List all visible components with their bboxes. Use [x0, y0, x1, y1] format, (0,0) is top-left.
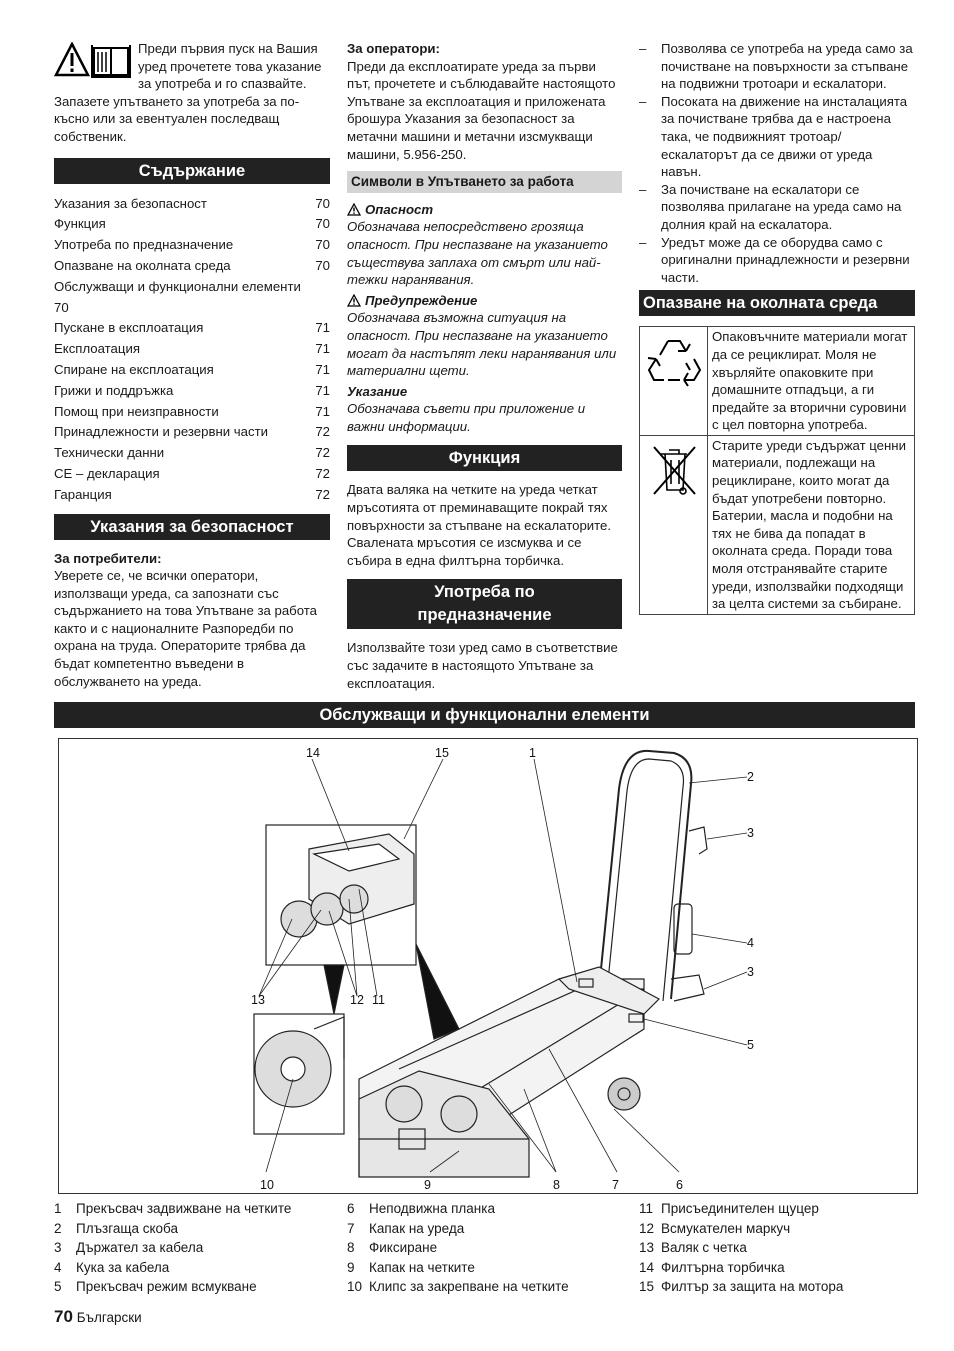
- machine-figure: [58, 738, 918, 1194]
- note-text: Обозначава съвети при приложение и важни информации.: [347, 401, 586, 434]
- toc-item-label: Принадлежности и резервни части: [54, 424, 268, 440]
- toc-item-label: Спиране на експлоатация: [54, 361, 214, 377]
- callout-number: 5: [747, 1038, 754, 1052]
- toc-item-page: 72: [315, 486, 330, 502]
- toc-item-page: 71: [315, 341, 330, 357]
- toc-item-label: Опазване на околната среда: [54, 257, 231, 273]
- intro-text: Преди първия пуск на Вашия уред прочетете това указание за употреба и го спазвайте. Запазете упътването за употреба за по-късно или за евентуален последващ собственик.: [54, 41, 322, 144]
- legend-item: [347, 1238, 569, 1258]
- recycle-icon: [646, 333, 702, 389]
- legend-label: Клипс за закрепване на четките: [369, 1279, 569, 1294]
- safety-heading: Указания за безопасност: [54, 514, 330, 540]
- bullet-dash: –: [639, 181, 647, 197]
- legend-item: [639, 1277, 843, 1297]
- callout-number: 6: [676, 1178, 683, 1192]
- recycle-icon-cell: [640, 327, 708, 436]
- warning-text: Обозначава възможна ситуация на опасност. При неспазване на указанието могат да настъпят леки наранявания или материални щети.: [347, 310, 617, 379]
- legend-item: [54, 1277, 291, 1297]
- legend-label: Плъзгаща скоба: [76, 1220, 178, 1236]
- toc-item-page: 70: [315, 195, 330, 211]
- legend-item: [54, 1199, 291, 1219]
- legend-column-2: [347, 1199, 569, 1297]
- environment-row-weee: [640, 435, 915, 614]
- operators-text: Преди да експлоатирате уреда за първи път, прочетете и съблюдавайте настоящото Упътване за експлоатация и приложената брошура Указания за безопасност за метачни машини и метачни изсмукващи машини, 5.956-250.: [347, 58, 616, 162]
- page-footer: [54, 1307, 142, 1327]
- toc-list: [54, 194, 330, 506]
- toc-item-page: 71: [315, 403, 330, 419]
- column-middle: [347, 40, 622, 692]
- toc-item-page: 72: [315, 465, 330, 481]
- toc-item: [54, 277, 330, 319]
- weee-icon-cell: [640, 435, 708, 614]
- function-text: Двата валяка на четките на уреда четкат мръсотията от преминаващите покрай тях повърхности за стъпване на ескалаторите. Свалената мръсотия се изсмуква и се събира в една филтърна торбичка.: [347, 482, 612, 568]
- legend-label: Филтърна торбичка: [661, 1259, 785, 1275]
- environment-heading: Опазване на околната среда: [639, 290, 915, 316]
- legend-item: [347, 1199, 569, 1219]
- toc-item: [54, 318, 330, 339]
- legend-number: 9: [347, 1259, 355, 1275]
- legend-number: 15: [639, 1279, 655, 1294]
- legend-number: 8: [347, 1240, 355, 1255]
- legend-number: 14: [639, 1259, 655, 1275]
- toc-heading: Съдържание: [54, 158, 330, 184]
- warning-triangle-icon: [347, 294, 361, 307]
- toc-item-page: 70: [315, 216, 330, 232]
- legend-item: [639, 1199, 843, 1219]
- legend-column-1: [54, 1199, 291, 1297]
- legend-number: 13: [639, 1240, 655, 1255]
- bullet-text: Позволява се употреба на уреда само за почистване на повърхности за стъпване на подвижни тротоари и ескалатори.: [661, 41, 913, 92]
- environment-table: [639, 326, 915, 615]
- legend-label: Неподвижна планка: [369, 1201, 495, 1216]
- legend-number: 4: [54, 1259, 62, 1275]
- toc-item-page: 70: [315, 257, 330, 273]
- legend-label: Всмукателен маркуч: [661, 1220, 791, 1236]
- callout-number: 8: [553, 1178, 560, 1192]
- danger-text: Обозначава непосредствено грозяща опасност. При неспазване на указанието съществува заплаха от смърт или най-тежки наранявания.: [347, 219, 608, 288]
- toc-item-label: CE – декларация: [54, 465, 160, 481]
- intended-use-bullet: [639, 40, 915, 93]
- toc-item: [54, 235, 330, 256]
- intended-use-text: Използвайте този уред само в съответствие със задачите в настоящото Упътване за експлоатация.: [347, 640, 618, 691]
- users-heading: За потребители:: [54, 550, 162, 566]
- toc-item-page: 72: [315, 445, 330, 461]
- controls-heading: Обслужващи и функционални елементи: [54, 702, 915, 728]
- toc-item-label: Обслужващи и функционални елементи 70: [54, 278, 301, 315]
- legend-label: Капак на уреда: [369, 1220, 465, 1236]
- machine-illustration: [59, 739, 917, 1193]
- callout-number: 7: [612, 1178, 619, 1192]
- toc-item-label: Помощ при неизправности: [54, 403, 219, 419]
- legend-item: [54, 1258, 291, 1278]
- bullet-dash: –: [639, 93, 647, 109]
- legend-number: 12: [639, 1220, 655, 1236]
- warning-manual-icon: [54, 42, 132, 78]
- toc-item-label: Грижи и поддръжка: [54, 382, 174, 398]
- toc-item-page: 71: [315, 382, 330, 398]
- legend-number: 3: [54, 1240, 62, 1255]
- intended-use-heading-line1: Употреба по: [434, 583, 535, 602]
- legend-label: Прекъсвач режим всмукване: [76, 1279, 257, 1294]
- toc-item: [54, 402, 330, 423]
- bullet-dash: –: [639, 41, 647, 56]
- legend-item: [347, 1219, 569, 1239]
- callout-number: 9: [424, 1178, 431, 1192]
- legend-label: Присъединителен щуцер: [661, 1201, 819, 1216]
- warning-label: Предупреждение: [365, 292, 478, 308]
- legend-number: 1: [54, 1201, 62, 1216]
- callout-number: 12: [350, 993, 364, 1007]
- callout-number: 2: [747, 770, 754, 784]
- toc-item-label: Пускане в експлоатация: [54, 320, 204, 336]
- legend-number: 6: [347, 1201, 355, 1216]
- environment-row-recycle: [640, 327, 915, 436]
- legend-label: Държател за кабела: [76, 1240, 204, 1255]
- legend-item: [347, 1277, 569, 1297]
- page-number: 70: [54, 1307, 73, 1326]
- legend-number: 2: [54, 1220, 62, 1236]
- legend-label: Кука за кабела: [76, 1259, 170, 1275]
- toc-item-page: 71: [315, 361, 330, 377]
- danger-label-row: [347, 201, 622, 219]
- legend-number: 11: [639, 1201, 654, 1216]
- toc-item: [54, 464, 330, 485]
- toc-item-page: [307, 277, 330, 319]
- legend-item: [54, 1238, 291, 1258]
- danger-label: Опасност: [365, 201, 434, 217]
- bullet-text: За почистване на ескалатори се позволява прилагане на уреда само на долния край на ескалатора.: [661, 181, 902, 232]
- toc-item-page: 70: [315, 237, 330, 253]
- function-heading: Функция: [347, 445, 622, 471]
- intended-use-bullet: [639, 93, 915, 181]
- toc-item: [54, 381, 330, 402]
- legend-item: [347, 1258, 569, 1278]
- legend-number: 7: [347, 1220, 355, 1236]
- intended-use-heading-line2: предназначение: [417, 606, 552, 625]
- crossed-bin-icon: [649, 442, 699, 498]
- intended-use-heading: [347, 579, 622, 629]
- callout-number: 11: [372, 993, 385, 1007]
- callout-number: 3: [747, 826, 754, 840]
- legend-item: [639, 1219, 843, 1239]
- environment-row1-text: Опаковъчните материали могат да се рециклират. Моля не хвърляйте опаковките при домашните отпадъци, а ги предайте за вторични суровини с цел повторна употреба.: [708, 327, 915, 436]
- toc-item-page: 71: [315, 320, 330, 336]
- users-text: Уверете се, че всички оператори, използващи уреда, са запознати със съдържанието на това Упътване за работа както и с националните Разпоредби по охрана на труда. Операторите трябва да бъдат компетентно въведени в обслужването на уреда.: [54, 568, 317, 689]
- toc-item: [54, 339, 330, 360]
- legend-column-3: [639, 1199, 843, 1297]
- callout-number: 1: [529, 746, 536, 760]
- legend-item: [639, 1238, 843, 1258]
- toc-item: [54, 443, 330, 464]
- legend-label: Капак на четките: [369, 1259, 475, 1275]
- toc-item-label: Експлоатация: [54, 341, 140, 357]
- toc-item: [54, 360, 330, 381]
- legend-number: 10: [347, 1279, 363, 1294]
- note-label: Указание: [347, 383, 408, 399]
- toc-item-label: Гаранция: [54, 486, 112, 502]
- callout-number: 10: [260, 1178, 274, 1192]
- warning-triangle-icon: [347, 203, 361, 216]
- column-left: [54, 40, 330, 690]
- toc-item: [54, 256, 330, 277]
- toc-item-page: 72: [315, 424, 330, 440]
- column-right: [639, 40, 915, 615]
- intended-use-bullets: [639, 40, 915, 286]
- intro-block: [54, 40, 330, 146]
- intended-use-bullet: [639, 234, 915, 287]
- bullet-text: Посоката на движение на инсталацията за почистване трябва да е настроена така, че подвижният тротоар/ескалаторът да се движи от уреда навън.: [661, 93, 908, 180]
- bullet-text: Уредът може да се оборудва само с оригинални принадлежности и резервни части.: [661, 234, 910, 285]
- callout-number: 3: [747, 965, 754, 979]
- callout-number: 4: [747, 936, 754, 950]
- bullet-dash: –: [639, 234, 647, 250]
- legend-item: [54, 1219, 291, 1239]
- callout-number: 13: [251, 993, 265, 1007]
- callout-number: 14: [306, 746, 320, 760]
- toc-item-label: Функция: [54, 216, 106, 232]
- callout-number: 15: [435, 746, 449, 760]
- toc-item: [54, 485, 330, 506]
- toc-item-label: Употреба по предназначение: [54, 237, 234, 253]
- legend-label: Прекъсвач задвижване на четките: [76, 1201, 292, 1216]
- legend-label: Валяк с четка: [661, 1240, 747, 1255]
- toc-item-label: Указания за безопасност: [54, 195, 207, 211]
- footer-language: Български: [76, 1310, 142, 1325]
- toc-item: [54, 194, 330, 215]
- environment-row2-text: Старите уреди съдържат ценни материали, подлежащи на рециклиране, които могат да бъдат употребени повторно. Батерии, масла и подобни на тях не бива да попадат в околната среда. Поради това моля отстранявайте старите уреди, използвайки подходящи за целта системи за събиране.: [708, 435, 915, 614]
- toc-item-label: Технически данни: [54, 445, 165, 461]
- legend-label: Филтър за защита на мотора: [661, 1279, 844, 1294]
- warning-label-row: [347, 292, 622, 310]
- symbols-heading: Символи в Упътването за работа: [347, 171, 622, 193]
- intended-use-bullet: [639, 181, 915, 234]
- legend-label: Фиксиране: [369, 1240, 438, 1255]
- toc-item: [54, 214, 330, 235]
- operators-heading: За оператори:: [347, 41, 440, 56]
- legend-item: [639, 1258, 843, 1278]
- legend-number: 5: [54, 1279, 62, 1294]
- toc-item: [54, 422, 330, 443]
